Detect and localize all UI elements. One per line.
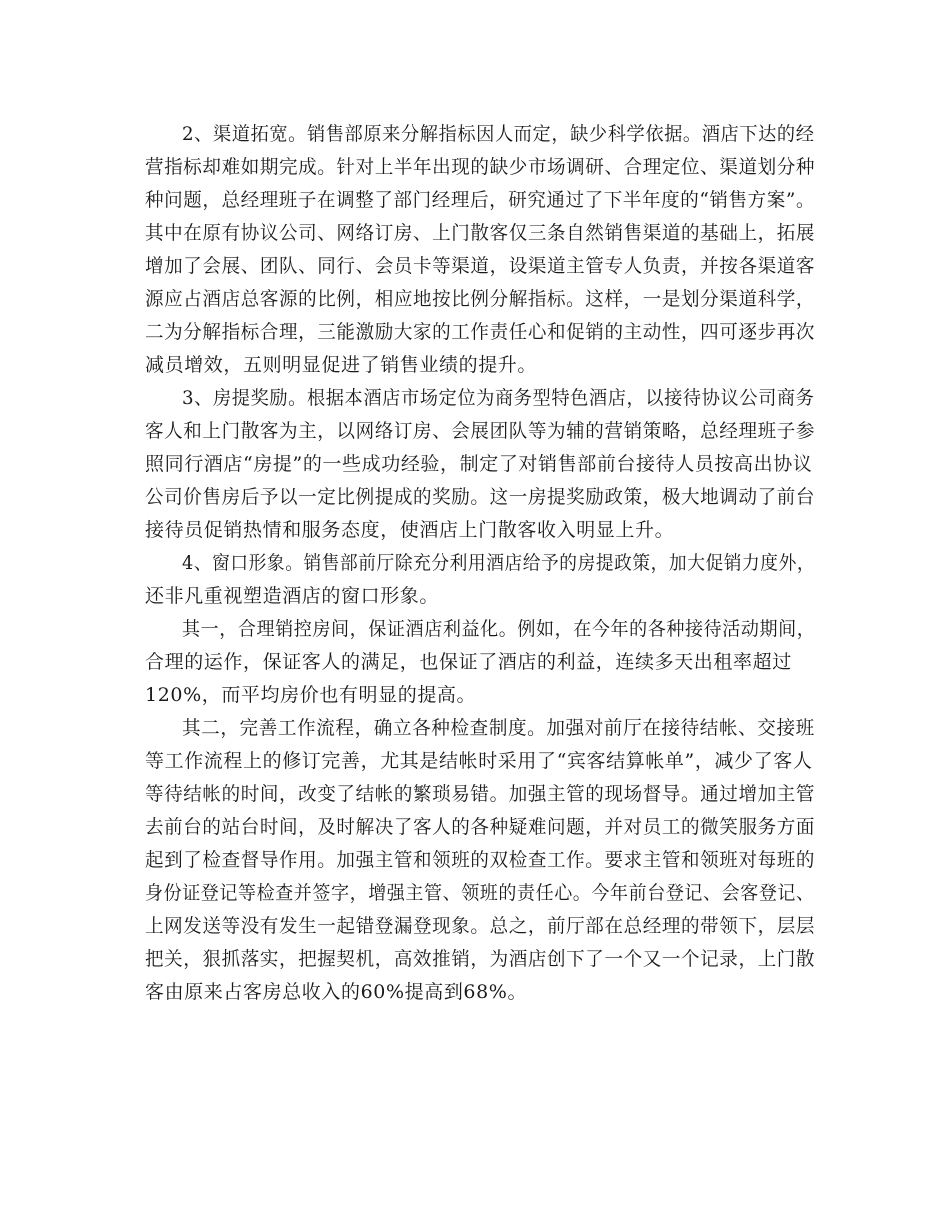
paragraph-second-point-line-7: 上网发送等没有发生一起错登漏登现象。总之，前厅部在总经理的带领下，层层 xyxy=(145,915,816,937)
paragraph-channel-expansion-line-6: 源应占酒店总客源的比例，相应地按比例分解指标。这样，一是划分渠道科学， xyxy=(145,288,816,310)
paragraph-channel-expansion-line-1: 2、渠道拓宽。销售部原来分解指标因人而定，缺少科学依据。酒店下达的经 xyxy=(182,123,815,145)
paragraph-second-point-line-4: 去前台的站台时间，及时解决了客人的各种疑难问题，并对员工的微笑服务方面 xyxy=(145,816,816,838)
paragraph-first-point-line-3: 120%，而平均房价也有明显的提高。 xyxy=(145,684,477,706)
paragraph-channel-expansion-line-4: 其中在原有协议公司、网络订房、上门散客仅三条自然销售渠道的基础上，拓展 xyxy=(145,222,816,244)
paragraph-room-commission-line-1: 3、房提奖励。根据本酒店市场定位为商务型特色酒店，以接待协议公司商务 xyxy=(182,387,815,409)
paragraph-second-point-line-9: 客由原来占客房总收入的60%提高到68%。 xyxy=(145,981,528,1003)
paragraph-room-commission-line-5: 接待员促销热情和服务态度，使酒店上门散客收入明显上升。 xyxy=(145,519,675,541)
paragraph-second-point-line-8: 把关，狠抓落实，把握契机，高效推销，为酒店创下了一个又一个记录，上门散 xyxy=(145,948,816,970)
paragraph-second-point-line-6: 身份证登记等检查并签字，增强主管、领班的责任心。今年前台登记、会客登记、 xyxy=(145,882,815,904)
paragraph-window-image-line-1: 4、窗口形象。销售部前厅除充分利用酒店给予的房提政策，加大促销力度外， xyxy=(182,552,816,574)
paragraph-first-point-line-1: 其一，合理销控房间，保证酒店利益化。例如，在今年的各种接待活动期间， xyxy=(182,618,816,640)
paragraph-window-image-line-2: 还非凡重视塑造酒店的窗口形象。 xyxy=(145,585,440,607)
paragraph-channel-expansion-line-3: 种问题，总经理班子在调整了部门经理后，研究通过了下半年度的“销售方案”。 xyxy=(145,189,816,211)
paragraph-channel-expansion-line-8: 减员增效，五则明显促进了销售业绩的提升。 xyxy=(145,354,538,376)
paragraph-channel-expansion-line-5: 增加了会展、团队、同行、会员卡等渠道，设渠道主管专人负责，并按各渠道客 xyxy=(145,255,816,277)
paragraph-second-point-line-2: 等工作流程上的修订完善，尤其是结帐时采用了“宾客结算帐单”，减少了客人 xyxy=(145,750,813,772)
paragraph-second-point-line-1: 其二，完善工作流程，确立各种检查制度。加强对前厅在接待结帐、交接班 xyxy=(182,717,815,739)
paragraph-room-commission-line-2: 客人和上门散客为主，以网络订房、会展团队等为辅的营销策略，总经理班子参 xyxy=(145,420,816,442)
paragraph-channel-expansion-line-7: 二为分解指标合理，三能激励大家的工作责任心和促销的主动性，四可逐步再次 xyxy=(145,321,816,343)
paragraph-room-commission-line-3: 照同行酒店“房提”的一些成功经验，制定了对销售部前台接待人员按高出协议 xyxy=(145,453,813,475)
paragraph-room-commission-line-4: 公司价售房后予以一定比例提成的奖励。这一房提奖励政策，极大地调动了前台 xyxy=(145,486,816,508)
paragraph-channel-expansion-line-2: 营指标却难如期完成。针对上半年出现的缺少市场调研、合理定位、渠道划分种 xyxy=(145,156,816,178)
paragraph-first-point-line-2: 合理的运作，保证客人的满足，也保证了酒店的利益，连续多天出租率超过 xyxy=(145,651,792,673)
paragraph-second-point-line-5: 起到了检查督导作用。加强主管和领班的双检查工作。要求主管和领班对每班的 xyxy=(145,849,816,871)
paragraph-second-point-line-3: 等待结帐的时间，改变了结帐的繁琐易错。加强主管的现场督导。通过增加主管 xyxy=(145,783,816,805)
